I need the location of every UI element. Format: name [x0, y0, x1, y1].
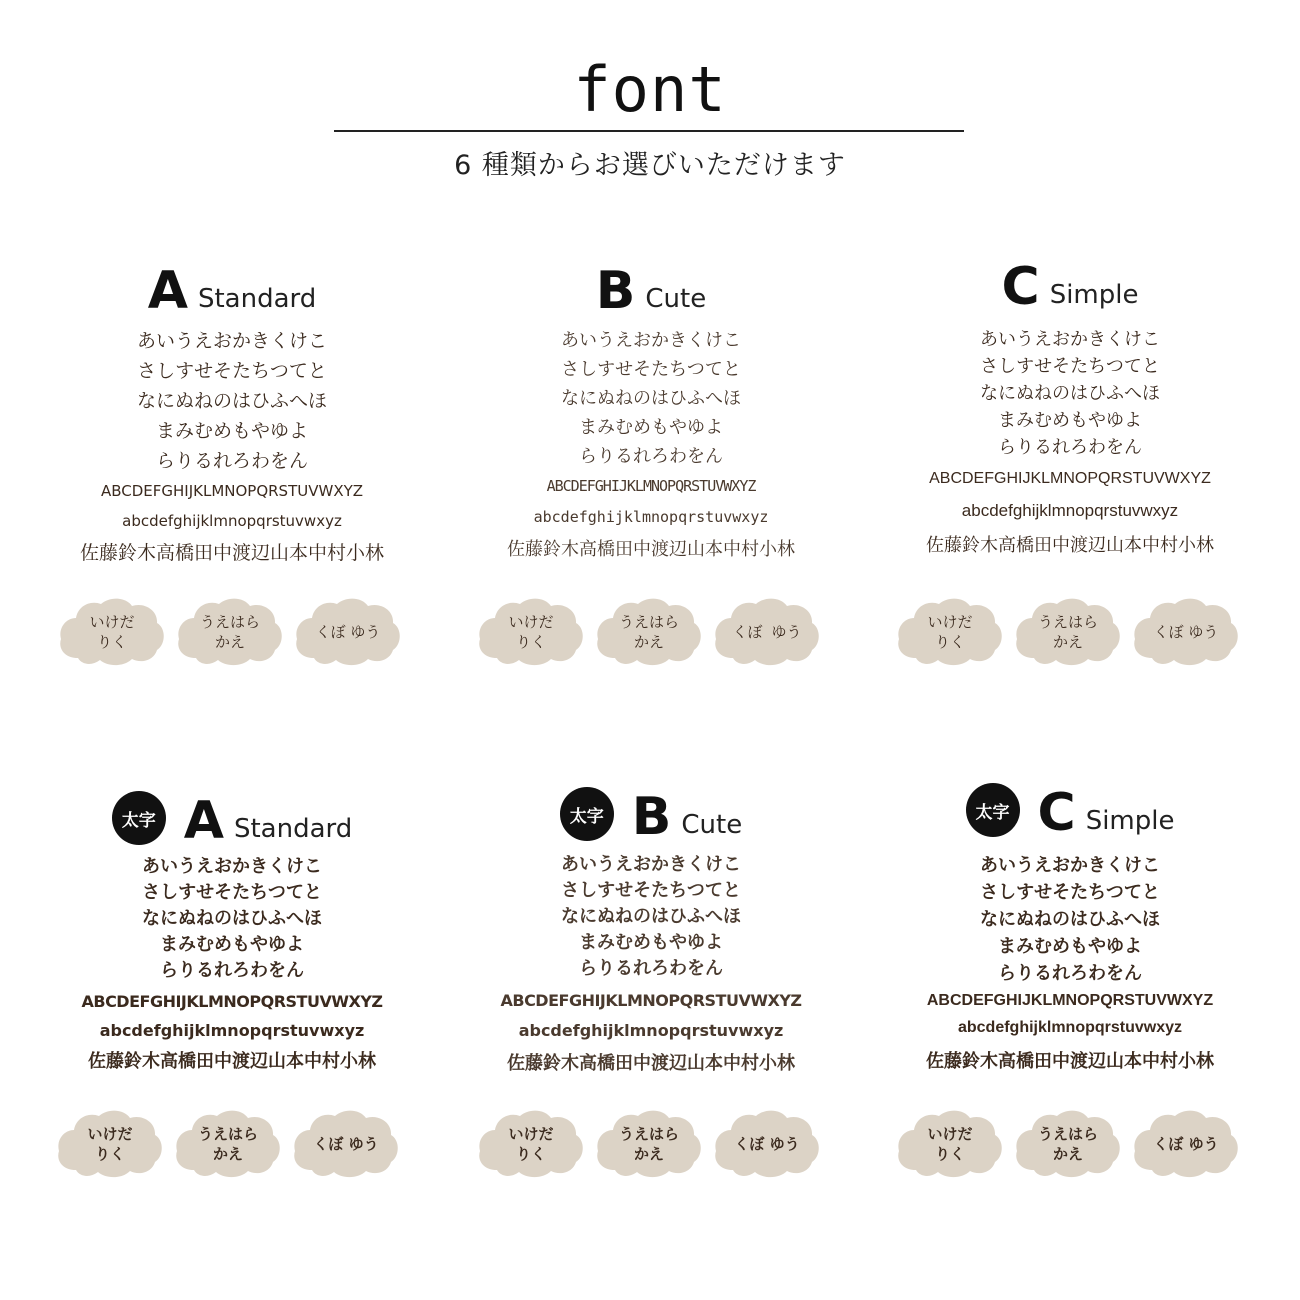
- name-line: りく: [96, 633, 127, 651]
- name-line: うえはら: [618, 1125, 679, 1143]
- name-cloud: [1132, 1108, 1240, 1180]
- bold-badge: 太字: [966, 783, 1020, 837]
- font-letter: C: [1001, 257, 1040, 317]
- name-cloud: [294, 596, 402, 668]
- sample-kanji: 佐藤鈴木高橋田中渡辺山本中村小林: [88, 1051, 376, 1072]
- name-line: うえはら: [618, 613, 679, 631]
- sample-kana-2: さしすせそたちつてと: [142, 882, 322, 903]
- sample-kana-3: なにぬねのはひふへほ: [136, 390, 327, 412]
- name-cloud: [477, 1108, 585, 1180]
- sample-lowercase: abcdefghijklmnopqrstuvwxyz: [122, 512, 342, 530]
- name-line: いけだ: [508, 613, 554, 631]
- name-line: うえはら: [197, 1125, 258, 1143]
- name-cloud: [1014, 596, 1122, 668]
- font-letter: B: [631, 787, 672, 847]
- font-panel-bold-a-standard: [22, 780, 442, 1250]
- name-line: かえ: [1052, 1145, 1083, 1163]
- font-heading: [441, 258, 861, 321]
- name-line: くぼ ゆう: [1153, 623, 1219, 641]
- sample-kana-1: あいうえおかきくけこ: [142, 856, 322, 877]
- sample-kana-3: なにぬねのはひふへほ: [980, 909, 1160, 929]
- font-style-name: Standard: [233, 814, 353, 844]
- font-style-name: Cute: [645, 284, 707, 314]
- sample-kana-4: まみむめもやゆよ: [155, 420, 308, 442]
- sample-kana-3: なにぬねのはひふへほ: [561, 906, 741, 927]
- font-style-name: Simple: [1085, 806, 1175, 836]
- sample-uppercase: ABCDEFGHIJKLMNOPQRSTUVWXYZ: [929, 470, 1211, 487]
- name-cloud: [896, 1108, 1004, 1180]
- name-cloud: [477, 596, 585, 668]
- sample-kana-1: あいうえおかきくけこ: [980, 329, 1160, 349]
- sample-kana-5: らりるれろわをん: [998, 437, 1142, 457]
- font-letter: A: [147, 261, 188, 321]
- name-line: りく: [515, 1145, 546, 1163]
- name-line: いけだ: [89, 613, 135, 631]
- name-cloud: [58, 596, 166, 668]
- sample-kana-4: まみむめもやゆよ: [998, 410, 1142, 430]
- sample-lowercase: abcdefghijklmnopqrstuvwxyz: [518, 1021, 784, 1040]
- name-clouds: [22, 1108, 442, 1188]
- sample-kana-1: あいうえおかきくけこ: [980, 855, 1160, 875]
- sample-kana-5: らりるれろわをん: [579, 958, 723, 979]
- font-letter: B: [595, 261, 636, 321]
- font-style-name: Cute: [681, 810, 743, 840]
- title-divider: [334, 130, 964, 132]
- name-line: いけだ: [87, 1125, 133, 1143]
- name-cloud: [595, 596, 703, 668]
- sample-lowercase: abcdefghijklmnopqrstuvwxyz: [961, 501, 1179, 520]
- sample-lowercase: abcdefghijklmnopqrstuvwxyz: [99, 1021, 365, 1040]
- name-line: かえ: [633, 1145, 664, 1163]
- font-heading: [860, 780, 1280, 843]
- name-cloud: [1014, 1108, 1122, 1180]
- name-line: くぼ ゆう: [315, 623, 381, 641]
- name-cloud: [176, 596, 284, 668]
- sample-uppercase: ABCDEFGHIJKLMNOPQRSTUVWXYZ: [81, 992, 383, 1011]
- bold-badge: 太字: [560, 787, 614, 841]
- name-cloud: [713, 1108, 821, 1180]
- sample-kana-1: あいうえおかきくけこ: [561, 330, 741, 351]
- font-panel-bold-c-simple: [860, 780, 1280, 1250]
- sample-kana-1: あいうえおかきくけこ: [561, 854, 741, 875]
- sample-kana-4: まみむめもやゆよ: [579, 417, 723, 438]
- sample-kana-3: なにぬねのはひふへほ: [980, 383, 1160, 403]
- font-style-name: Standard: [197, 284, 317, 314]
- sample-uppercase: ABCDEFGHIJKLMNOPQRSTUVWXYZ: [926, 992, 1214, 1009]
- sample-kana-1: あいうえおかきくけこ: [136, 330, 327, 352]
- font-heading: [441, 784, 861, 847]
- sample-lines: [860, 326, 1280, 565]
- name-clouds: [860, 1108, 1280, 1188]
- name-clouds: [22, 596, 442, 676]
- name-cloud: [595, 1108, 703, 1180]
- name-cloud: [1132, 596, 1240, 668]
- name-cloud: [896, 596, 1004, 668]
- sample-kana-5: らりるれろわをん: [155, 450, 308, 472]
- sample-kanji: 佐藤鈴木高橋田中渡辺山本中村小林: [79, 542, 384, 564]
- sample-lines: [22, 854, 442, 1082]
- sample-kana-2: さしすせそたちつてと: [980, 356, 1160, 376]
- name-line: くぼ ゆう: [1153, 1135, 1219, 1153]
- name-line: うえはら: [199, 613, 260, 631]
- sample-kana-5: らりるれろわをん: [579, 446, 723, 467]
- page-subtitle: 6 種類からお選びいただけます: [454, 150, 846, 181]
- sample-lines: [860, 852, 1280, 1081]
- sample-kana-2: さしすせそたちつてと: [137, 360, 327, 382]
- name-line: うえはら: [1037, 613, 1098, 631]
- name-line: りく: [515, 633, 546, 651]
- header: [0, 0, 1300, 200]
- font-heading: [860, 254, 1280, 317]
- font-letter: C: [1037, 783, 1076, 843]
- name-line: かえ: [1052, 633, 1083, 651]
- sample-uppercase: ABCDEFGHIJKLMNOPQRSTUVWXYZ: [500, 991, 802, 1010]
- sample-kanji: 佐藤鈴木高橋田中渡辺山本中村小林: [507, 1053, 795, 1074]
- name-clouds: [860, 596, 1280, 676]
- name-line: くぼ ゆう: [734, 1135, 800, 1153]
- name-line: いけだ: [927, 1125, 973, 1143]
- sample-kanji: 佐藤鈴木高橋田中渡辺山本中村小林: [926, 1051, 1214, 1071]
- name-line: かえ: [633, 633, 664, 651]
- bold-badge: 太字: [112, 791, 166, 845]
- sample-uppercase: ABCDEFGHIJKLMNOPQRSTUVWXYZ: [100, 482, 364, 500]
- name-cloud: [292, 1108, 400, 1180]
- sample-lines: [22, 326, 442, 570]
- font-panel-bold-b-cute: [441, 780, 861, 1250]
- name-line: うえはら: [1037, 1125, 1098, 1143]
- name-cloud: [56, 1108, 164, 1180]
- sample-lowercase: abcdefghijklmnopqrstuvwxyz: [957, 1019, 1183, 1036]
- name-clouds: [441, 1108, 861, 1188]
- sample-kana-4: まみむめもやゆよ: [160, 934, 304, 955]
- sample-kana-2: さしすせそたちつてと: [561, 880, 741, 901]
- sample-kanji: 佐藤鈴木高橋田中渡辺山本中村小林: [926, 535, 1214, 555]
- sample-kana-4: まみむめもやゆよ: [998, 936, 1142, 956]
- sample-kana-2: さしすせそたちつてと: [561, 359, 741, 380]
- name-line: りく: [94, 1145, 125, 1163]
- page-title: font: [573, 53, 727, 126]
- sample-kana-5: らりるれろわをん: [998, 963, 1142, 983]
- name-cloud: [174, 1108, 282, 1180]
- name-line: いけだ: [508, 1125, 554, 1143]
- name-line: くぼ ゆう: [732, 623, 802, 641]
- name-line: りく: [934, 1145, 965, 1163]
- sample-kanji: 佐藤鈴木高橋田中渡辺山本中村小林: [507, 539, 795, 560]
- font-panel-a-standard: [22, 250, 442, 720]
- sample-kana-2: さしすせそたちつてと: [980, 882, 1160, 902]
- name-line: くぼ ゆう: [313, 1135, 379, 1153]
- sample-lines: [441, 326, 861, 567]
- sample-kana-3: なにぬねのはひふへほ: [142, 908, 322, 929]
- font-letter: A: [183, 791, 224, 851]
- sample-kana-3: なにぬねのはひふへほ: [561, 388, 741, 409]
- sample-uppercase: ABCDEFGHIJKLMNOPQRSTUVWXYZ: [546, 477, 756, 495]
- font-panel-c-simple: [860, 250, 1280, 720]
- font-style-name: Simple: [1049, 280, 1139, 310]
- font-heading: [22, 258, 442, 321]
- name-line: いけだ: [927, 613, 973, 631]
- name-line: りく: [934, 633, 965, 651]
- sample-lines: [441, 852, 861, 1086]
- name-line: かえ: [212, 1145, 243, 1163]
- sample-kana-5: らりるれろわをん: [160, 960, 304, 981]
- sample-lowercase: abcdefghijklmnopqrstuvwxyz: [533, 508, 769, 526]
- font-heading: [22, 788, 442, 851]
- name-clouds: [441, 596, 861, 676]
- name-cloud: [713, 596, 821, 668]
- sample-kana-4: まみむめもやゆよ: [579, 932, 723, 953]
- font-panel-b-cute: [441, 250, 861, 720]
- name-line: かえ: [214, 633, 245, 651]
